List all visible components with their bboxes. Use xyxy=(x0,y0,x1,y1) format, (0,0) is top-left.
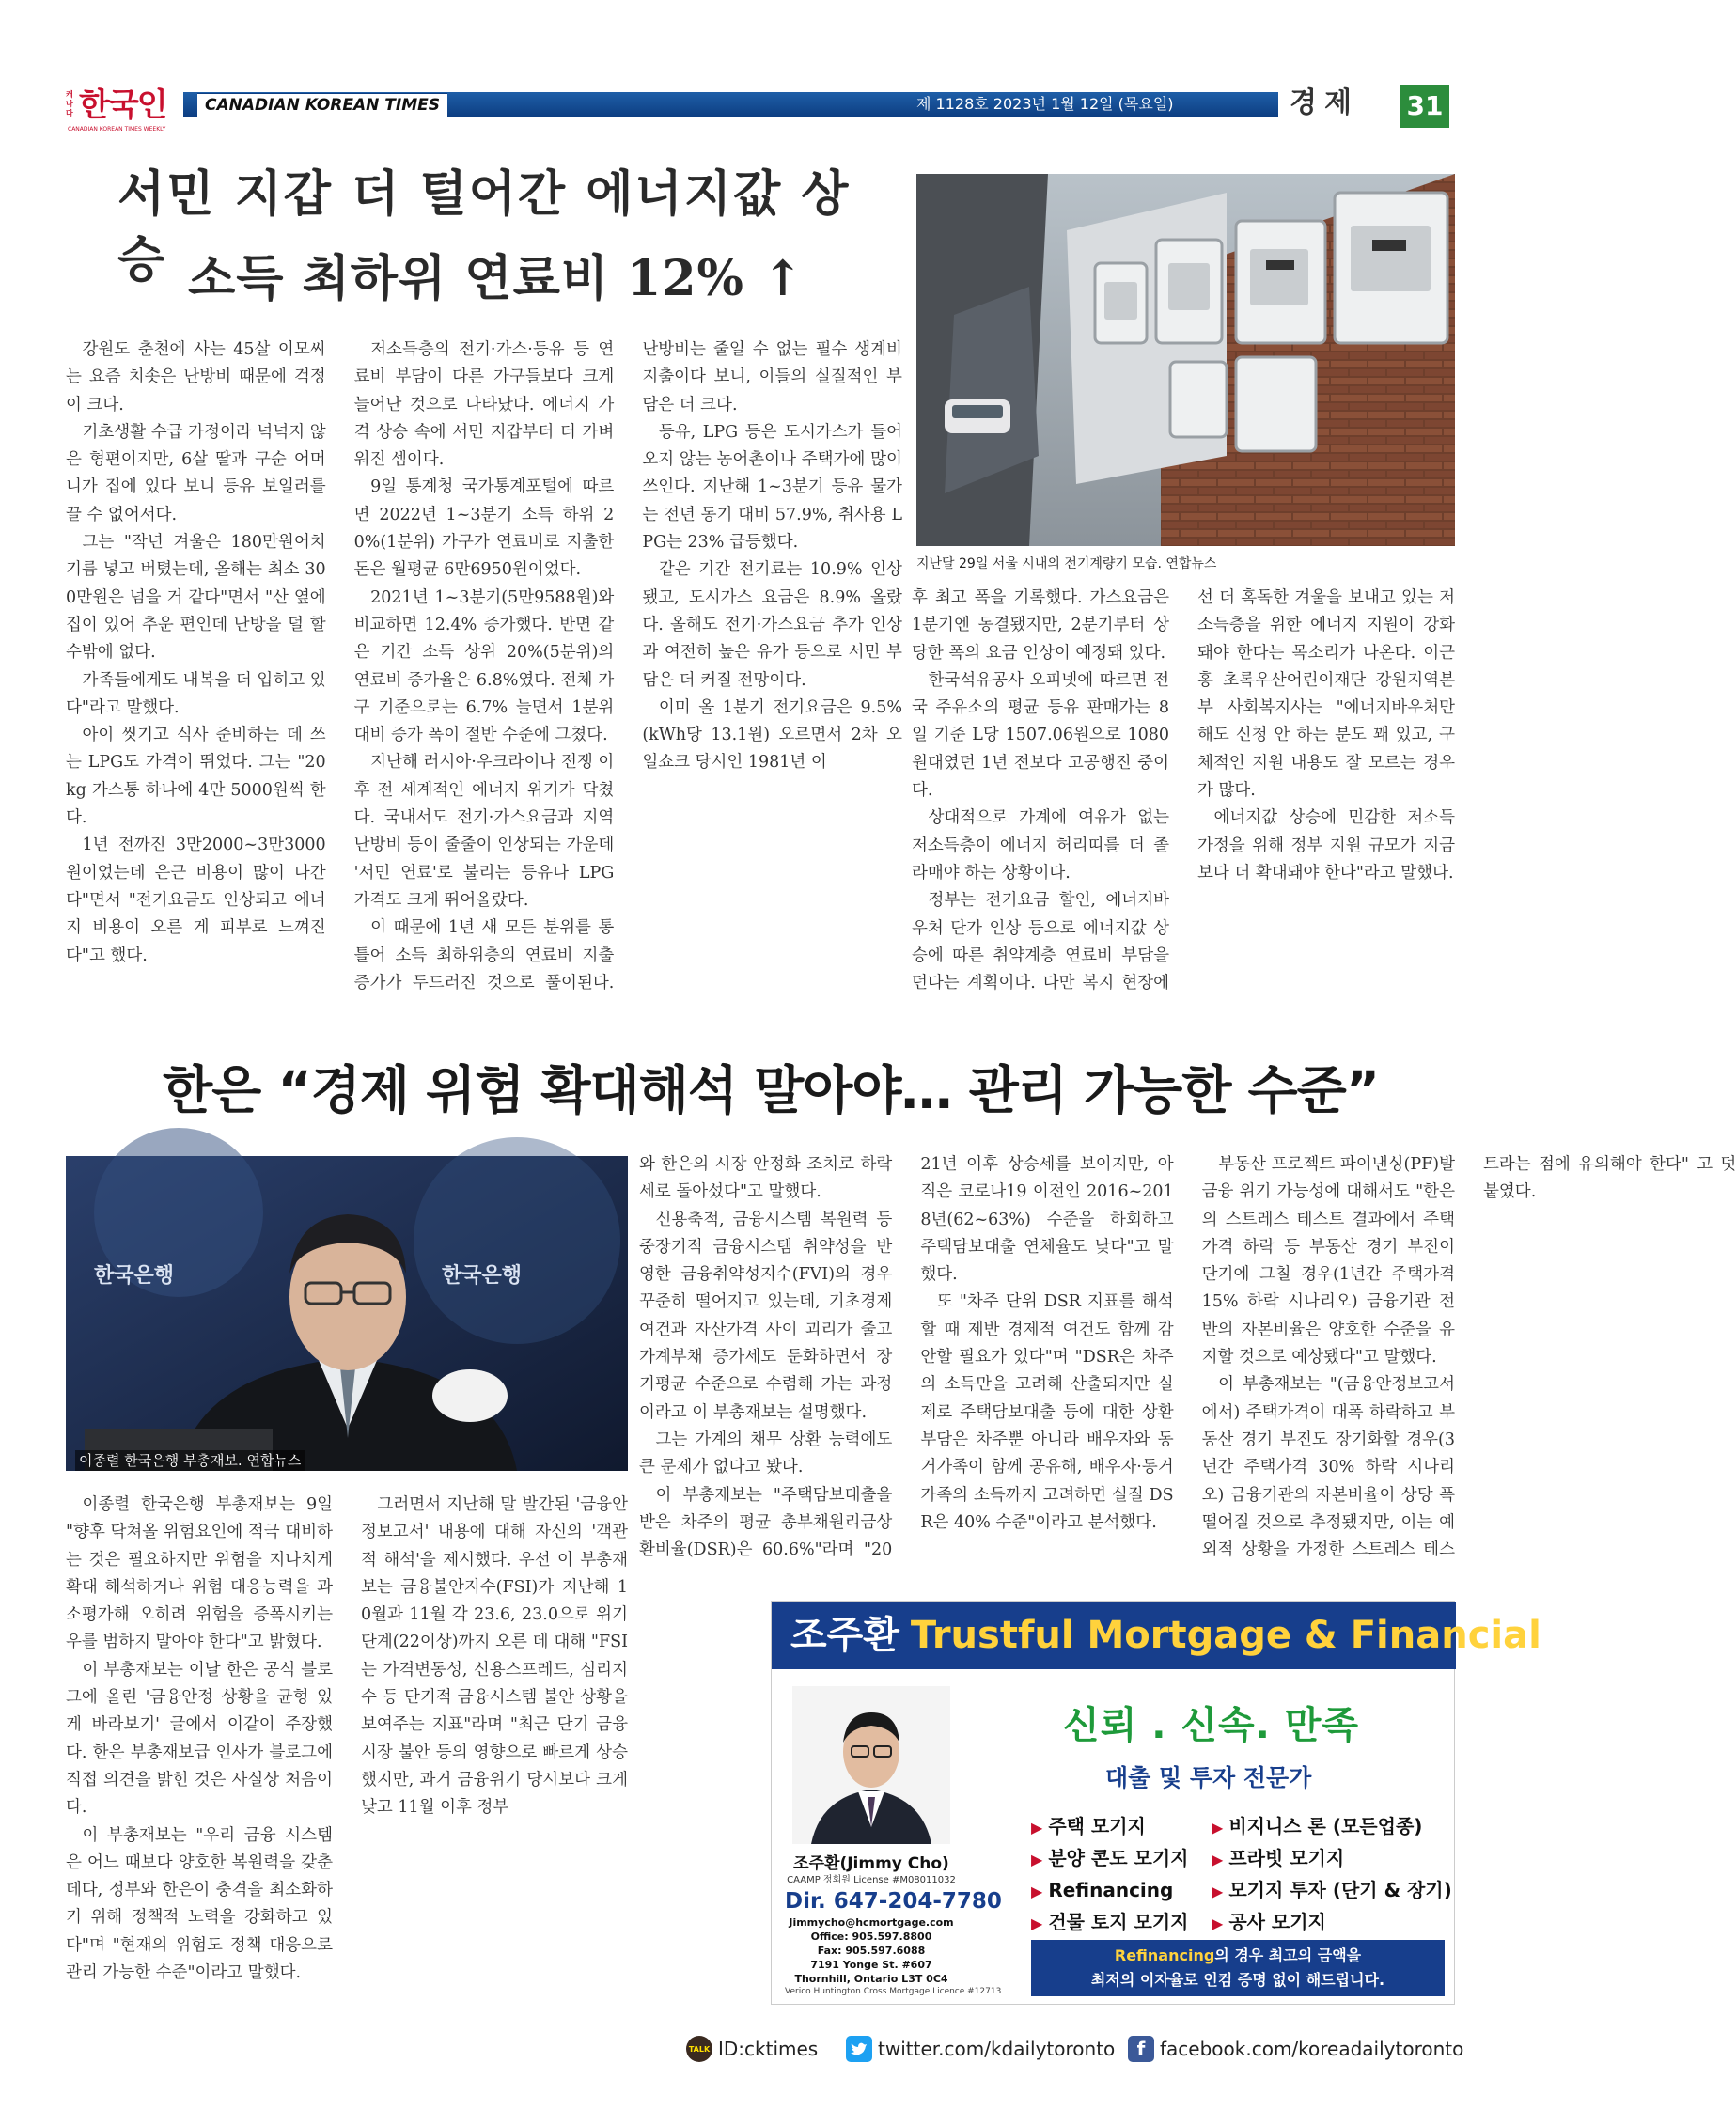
paragraph: 정부는 전기요금 할인, 에너지바우처 단가 인상 등으로 에너지값 상승에 따른 취약계층 연료비 부담을 던다는 계획이다. 다만 복지 현장에선 더 혹독한 겨울을 보내고 있는 저소득층을 위한 에너지 지원이 강화돼야 한다는 목소리가 나온다. 이근홍 초록우산어린이재단 강원지역본부 사회복지사는 "에너지바우처만 해도 신청 안 하는 분도 꽤 있고, 구체적인 지원 내용도 잘 모르는 경우가 많다. xyxy=(912,588,1455,993)
paragraph: 이 때문에 1년 새 모든 분위를 통틀어 소득 최하위층의 연료비 지출 증가가 두드러진 것으로 풀이된다. 난방비는 줄일 수 없는 필수 생계비 지출이다 보니, 이들의 실질적인 부담은 더 크다. xyxy=(353,340,902,992)
photo1-caption: 지난달 29일 서울 시내의 전기계량기 모습. 연합뉴스 xyxy=(916,556,1217,571)
paragraph: 1년 전까진 3만2000~3만3000원이었는데 은근 비용이 많이 나간다"면서 "전기요금도 인상되고 에너지 비용이 오른 게 피부로 느껴진다"고 했다. xyxy=(66,836,326,965)
article1-body-main xyxy=(66,336,902,1004)
agent-license: CAAMP 정회원 License #M08011032 xyxy=(787,1875,956,1885)
paragraph: 9일 통계청 국가통계포털에 따르면 2022년 1~3분기 소득 하위 20%(1분위) 가구가 연료비로 지출한 돈은 월평균 6만6950원이었다. xyxy=(353,477,615,580)
paragraph: 와 한은의 시장 안정화 조치로 하락세로 돌아섰다"고 말했다. xyxy=(639,1155,893,1202)
footer-line1: 의 경우 최고의 금액을 xyxy=(1214,1946,1362,1964)
issue-date: 제 1128호 2023년 1월 12일 (목요일) xyxy=(916,95,1174,113)
paragraph: 부동산 프로젝트 파이낸싱(PF)발 금융 위기 가능성에 대해서도 "한은의 스트레스 테스트 결과에서 주택가격 하락 등 부동산 경기 부진이 단기에 그칠 경우(1년간 주택가격 15% 하락 시나리오) 금융기관 전반의 자본비율은 양호한 수준을 유지할 것으로 예상됐다"고 말했다. xyxy=(1201,1155,1455,1368)
arrow-right-icon: ▶ xyxy=(1031,1851,1043,1868)
ad-slogan: 신뢰 . 신속. 만족 xyxy=(1063,1704,1360,1747)
arrow-right-icon: ▶ xyxy=(1031,1883,1043,1900)
paragraph: 이 부총재보는 "주택담보대출을 받은 차주의 평균 총부채원리금상환비율(DSR)은 60.6%"라며 "2021년 이후 상승세를 보이지만, 아직은 코로나19 이전인 2016~2018년(62~63%) 수준을 하회하고 주택담보대출 연체율도 낮다"고 말했다. xyxy=(639,1155,1174,1560)
paragraph: 같은 기간 전기료는 10.9% 인상됐고, 도시가스 요금은 8.9% 올랐다. 올해도 전기·가스요금 추가 인상과 여전히 높은 유가 등으로 서민 부담은 더 커질 전망이다. xyxy=(642,560,902,690)
office-phone: Office: 905.597.8800 xyxy=(810,1930,932,1943)
paragraph: 또 "차주 단위 DSR 지표를 해석할 때 제반 경제적 여건도 함께 감안할 필요가 있다"며 "DSR은 차주의 소득만을 고려해 산출되지만 실제로 주택담보대출 등에 대한 상환 부담은 차주뿐 아니라 배우자와 동거가족이 함께 공유해, 배우자·동거가족의 소득까지 고려하면 실질 DSR은 40% 수준"이라고 분석했다. xyxy=(920,1292,1174,1532)
paragraph: 에너지값 상승에 민감한 저소득 가정을 위해 정부 지원 규모가 지금보다 더 확대돼야 한다"라고 말했다. xyxy=(1197,808,1455,883)
agent-phone[interactable]: Dir. 647-204-7780 xyxy=(785,1889,1002,1914)
paragraph: 그러면서 지난해 말 발간된 '금융안정보고서' 내용에 대해 자신의 '객관적 해석'을 제시했다. 우선 이 부총재보는 금융불안지수(FSI)가 지난해 10월과 11월 각 23.6, 23.0으로 위기단계(22이상)까지 오른 데 대해 "FSI는 가격변동성, 신용스프레드, 심리지수 등 단기적 금융시스템 불안 상황을 보여주는 지표"라며 "최근 단기 금융시장 불안 등의 영향으로 빠르게 상승했지만, 과거 금융위기 당시보다 크게 낮고 11월 이후 정부 xyxy=(361,1495,628,1818)
paragraph: 한국석유공사 오피넷에 따르면 전국 주유소의 평균 등유 판매가는 8일 기준 L당 1507.06원으로 1080원대였던 1년 전보다 고공행진 중이다. xyxy=(912,670,1169,801)
service-item: ▶ 프라빗 모기지 xyxy=(1212,1847,1345,1869)
paragraph: 그는 가계의 채무 상환 능력에도 큰 문제가 없다고 봤다. xyxy=(639,1430,893,1477)
brokerage-license: Verico Huntington Cross Mortgage Licence #12713 xyxy=(785,1987,1002,1996)
kakao-id: ID:cktimes xyxy=(718,2038,819,2060)
paragraph: 가족들에게도 내복을 더 입히고 있다"라고 말했다. xyxy=(66,670,326,717)
paragraph: 지난해 러시아·우크라이나 전쟁 이후 전 세계적인 에너지 위기가 닥쳤다. 국내서도 전기·가스요금과 지역 난방비 등이 줄줄이 인상되는 가운데 '서민 연료'로 불리는 등유나 LPG 가격도 크게 뛰어올랐다. xyxy=(353,753,615,910)
press-briefing-illustration xyxy=(66,1156,628,1471)
paragraph: 기초생활 수급 가정이라 넉넉지 않은 형편이지만, 6살 딸과 구순 어머니가 집에 있다 보니 등유 보일러를 끌 수 없어서다. xyxy=(66,422,326,524)
paper-name: CANADIAN KOREAN TIMES xyxy=(197,93,447,117)
facebook-handle: facebook.com/koreadailytoronto xyxy=(1160,2038,1464,2060)
mortgage-advertisement[interactable] xyxy=(771,1601,1541,2005)
agent-info xyxy=(785,1853,1002,1998)
arrow-right-icon: ▶ xyxy=(1212,1915,1224,1932)
kakaotalk-icon: TALK xyxy=(686,2036,712,2062)
logo-main-text: 한국인 xyxy=(79,86,166,124)
service-item: ▶ 건물 토지 모기지 xyxy=(1031,1911,1189,1933)
bok-sign-right: 한국은행 xyxy=(442,1264,523,1288)
ad-company: Trustful Mortgage & Financial xyxy=(910,1614,1541,1657)
ad-role: 대출 및 투자 전문가 xyxy=(1105,1764,1312,1791)
facebook-icon: f xyxy=(1128,2036,1154,2062)
paragraph: 이 부총재보는 "우리 금융 시스템은 어느 때보다 양호한 복원력을 갖춘 데다, 정부와 한은이 충격을 최소화하기 위해 정책적 노력을 강화하고 있다"며 "현재의 위험도 정책 대응으로 관리 가능한 수준"이라고 말했다. xyxy=(66,1825,333,1983)
footer-line2: 최저의 이자율로 인컴 증명 없이 해드립니다. xyxy=(1090,1971,1385,1989)
ad-header xyxy=(772,1602,1541,1669)
paragraph: 저소득층의 전기·가스·등유 등 연료비 부담이 다른 가구들보다 크게 늘어난 것으로 나타났다. 에너지 가격 상승 속에 서민 지갑부터 더 가벼워진 셈이다. xyxy=(353,340,615,470)
article2-title: 한은 “경제 위험 확대해석 말아야… 관리 가능한 수준” xyxy=(163,1060,1379,1120)
paragraph: 이종렬 한국은행 부총재보는 9일 "향후 닥쳐올 위험요인에 적극 대비하는 것은 필요하지만 위험을 지나치게 확대 해석하거나 위험 대응능력을 과소평가해 오히려 위험을 증폭시키는 우를 범하지 말아야 한다"고 밝혔다. xyxy=(66,1495,333,1652)
page-number: 31 xyxy=(1400,85,1449,128)
paragraph: 그는 "작년 겨울은 180만원어치 기름 넣고 버텼는데, 올해는 최소 300만원은 넘을 거 같다"면서 "산 옆에 집이 있어 추운 편인데 난방을 덜 할 수밖에 없다. xyxy=(66,533,326,663)
service-item: ▶ 분양 콘도 모기지 xyxy=(1031,1847,1189,1869)
paragraph: 이미 올 1분기 전기요금은 9.5%(kWh당 13.1원) 오르면서 2차 오일쇼크 당시인 1981년 이 xyxy=(642,697,902,773)
article1-title: 서민 지갑 더 털어간 에너지값 상승 xyxy=(117,165,851,289)
paragraph: 상대적으로 가계에 여유가 없는 저소득층이 에너지 허리띠를 더 졸라매야 하는 상황이다. xyxy=(912,808,1169,883)
arrow-right-icon: ▶ xyxy=(1031,1915,1043,1932)
electric-meters-illustration xyxy=(916,174,1455,546)
facebook-link[interactable] xyxy=(1128,2036,1463,2062)
logo-side-text: 캐나다 xyxy=(66,90,73,117)
agent-name: 조주환(Jimmy Cho) xyxy=(793,1854,949,1873)
bok-official-photo xyxy=(66,1156,628,1471)
social-links xyxy=(677,2036,1464,2068)
service-item: ▶ 비지니스 론 (모든업종) xyxy=(1212,1815,1423,1837)
paragraph: 등유, LPG 등은 도시가스가 들어오지 않는 농어촌이나 주택가에 많이 쓰인다. 지난해 1~3분기 등유 물가는 전년 동기 대비 57.9%, 취사용 LPG는 23% 급등했다. xyxy=(642,422,902,553)
paragraph: 이 부총재보는 이날 한은 공식 블로그에 올린 '금융안정 상황을 균형 있게 바라보기' 글에서 이같이 주장했다. 한은 부총재보급 인사가 블로그에 직접 의견을 밝힌 것은 사실상 처음이다. xyxy=(66,1660,333,1818)
service-item: ▶ 공사 모기지 xyxy=(1212,1911,1326,1933)
article2-body-right xyxy=(639,1151,1736,1571)
agent-portrait xyxy=(792,1686,950,1844)
paragraph: 아이 씻기고 식사 준비하는 데 쓰는 LPG도 가격이 뛰었다. 그는 "20kg 가스통 하나에 4만 5000원씩 한다. xyxy=(66,726,326,828)
paragraph: 2021년 1~3분기(5만9588원)와 비교하면 12.4% 증가했다. 반면 같은 기간 소득 상위 20%(5분위)의 연료비 증가율은 6.8%였다. 전체 가구 기준으로는 6.7% 늘면서 1분위 대비 증가 폭이 절반 수준에 그쳤다. xyxy=(353,587,615,745)
kakao-link[interactable] xyxy=(686,2036,818,2062)
arrow-right-icon: ▶ xyxy=(1212,1851,1224,1868)
section-label: 경제 xyxy=(1278,85,1370,122)
article1-body-continued xyxy=(912,585,1455,1004)
address-line1: 7191 Yonge St. #607 xyxy=(810,1959,932,1971)
logo-sub-text: CANADIAN KOREAN TIMES WEEKLY xyxy=(68,126,166,133)
bok-sign-left: 한국은행 xyxy=(94,1264,175,1288)
article2-body-left xyxy=(66,1492,628,2004)
twitter-handle: twitter.com/kdailytoronto xyxy=(878,2038,1116,2060)
fax-number: Fax: 905.597.6088 xyxy=(817,1945,926,1957)
footer-highlight: Refinancing xyxy=(1114,1946,1215,1964)
service-item: ▶ 모기지 투자 (단기 & 장기) xyxy=(1212,1879,1452,1901)
address-line2: Thornhill, Ontario L3T 0C4 xyxy=(794,1973,948,1985)
arrow-right-icon: ▶ xyxy=(1031,1819,1043,1836)
ad-footer-banner xyxy=(1031,1940,1445,1996)
electric-meters-photo xyxy=(916,174,1455,546)
paragraph: 신용축적, 금융시스템 복원력 등 중장기적 금융시스템 취약성을 반영한 금융취약성지수(FVI)의 경우 꾸준히 떨어지고 있는데, 기초경제 여건과 자산가격 사이 괴리가 줄고 가계부채 증가세도 둔화하면서 장기평균 수준으로 수렴해 가는 과정이라고 이 부총재보는 설명했다. xyxy=(639,1210,893,1422)
article1-subtitle: 소득 최하위 연료비 12% ↑ xyxy=(188,250,805,307)
twitter-icon xyxy=(846,2036,872,2062)
agent-email[interactable]: Jimmycho@hcmortgage.com xyxy=(789,1916,954,1929)
arrow-right-icon: ▶ xyxy=(1212,1819,1224,1836)
service-list xyxy=(1031,1812,1452,1938)
paragraph: 이 부총재보는 "(금융안정보고서에서) 주택가격이 대폭 하락하고 부동산 경기 부진도 장기화할 경우(3년간 주택가격 30% 하락 시나리오) 금융기관의 자본비율이 상당 폭 떨어질 것으로 추정됐지만, 이는 예외적 상황을 가정한 스트레스 테스트라는 점에 유의해야 한다" 고 덧붙였다. xyxy=(1201,1155,1736,1560)
paragraph: 강원도 춘천에 사는 45살 이모씨는 요즘 치솟은 난방비 때문에 걱정이 크다. xyxy=(66,340,326,414)
service-item: ▶ Refinancing xyxy=(1031,1879,1174,1901)
agent-portrait-illustration xyxy=(792,1686,950,1844)
arrow-right-icon: ▶ xyxy=(1212,1883,1224,1900)
paragraph: 후 최고 폭을 기록했다. 가스요금은 1분기엔 동결됐지만, 2분기부터 상당한 폭의 요금 인상이 예정돼 있다. xyxy=(912,588,1169,663)
photo2-caption: 이종렬 한국은행 부총재보. 연합뉴스 xyxy=(75,1450,305,1471)
newspaper-logo xyxy=(66,85,179,137)
service-item: ▶ 주택 모기지 xyxy=(1031,1815,1146,1837)
ad-name-korean: 조주환 xyxy=(790,1614,899,1657)
twitter-link[interactable] xyxy=(846,2036,1115,2062)
masthead xyxy=(66,85,1452,139)
